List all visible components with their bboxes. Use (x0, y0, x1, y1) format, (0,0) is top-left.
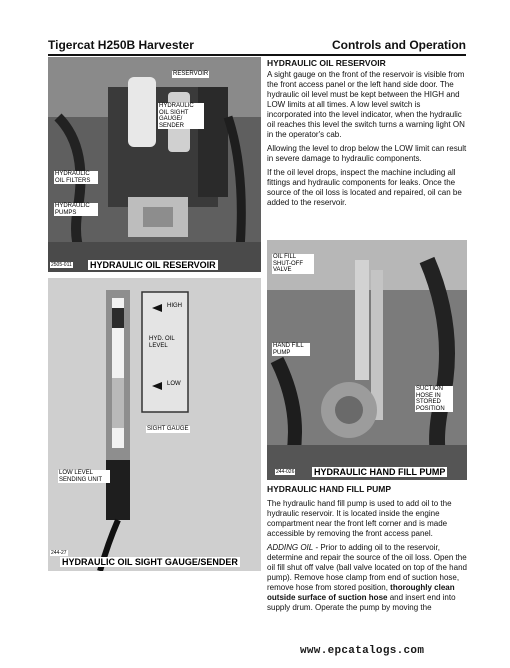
figure-code-2: 244-27 (51, 550, 67, 556)
reservoir-photo-art (48, 57, 261, 272)
adding-oil-warning: thoroughly clean outside surface of suction hose (267, 583, 455, 602)
pump-paragraph-2 (267, 543, 467, 613)
adding-oil-label: ADDING OIL (267, 543, 314, 552)
sight-gauge-photo-art (48, 278, 261, 571)
reservoir-paragraph-2: Allowing the level to drop below the LOW limit can result in severe damage to hydraulic components. (267, 144, 467, 163)
reservoir-paragraph-1: A sight gauge on the front of the reservoir is visible from the front access panel or the left hand side door. The hydraulic oil level must be kept between the HIGH and LOW limits at all times. A low level switch is incorporated into the level indicator, when the hydraulic oil reaches this level the switch turns a warning light ON in the operator's cab. (267, 70, 465, 139)
decal-high: HIGH (167, 303, 182, 309)
reservoir-photo (48, 57, 261, 272)
label-suction-hose: SUCTION HOSE IN STORED POSITION (415, 386, 453, 412)
figure-code-3: 244-026 (276, 469, 295, 475)
sight-gauge-photo (48, 278, 261, 571)
page-header (48, 38, 466, 54)
decal-level: HYD. OIL LEVEL (149, 336, 175, 349)
section-heading-hand-pump: HYDRAULIC HAND FILL PUMP (267, 484, 392, 494)
figure-caption-1: HYDRAULIC OIL RESERVOIR (90, 260, 216, 270)
hand-pump-photo (267, 240, 467, 480)
reservoir-paragraph-3: If the oil level drops, inspect the machine including all fittings and hydraulic components for leaks. Once the source of the oil loss is located and repaired, oil can be added to the reservoir. (267, 168, 462, 207)
header-rule (48, 54, 466, 56)
hand-pump-text (267, 499, 467, 617)
label-shutoff-valve: OIL FILL SHUT-OFF VALVE (272, 254, 314, 274)
section-heading-reservoir: HYDRAULIC OIL RESERVOIR (267, 58, 386, 68)
figure-caption-2: HYDRAULIC OIL SIGHT GAUGE/SENDER (62, 557, 238, 567)
figure-code-1: 2505-011 (51, 262, 72, 268)
label-reservoir: RESERVOIR (173, 71, 209, 77)
label-oil-filters: HYDRAULIC OIL FILTERS (54, 171, 98, 184)
adding-oil-text-b: and insert end into supply drum. Operate the pump by moving the (267, 593, 456, 612)
adding-oil-text-a: - Prior to adding oil to the reservoir, determine and repair the source of the oil loss. Open the oil fill shut off valve (ball valve located on top of the hand pump). Remove hose clamp from end of suction hose, remove hose from stored position, (267, 543, 467, 592)
pump-paragraph-1: The hydraulic hand fill pump is used to add oil to the hydraulic reservoir. It is located inside the engine compartment near the front left corner and is made accessible by removing the front access panel. (267, 499, 452, 538)
label-sight-gauge: SIGHT GAUGE (147, 426, 189, 432)
decal-low: LOW (167, 381, 181, 387)
label-low-level-sender: LOW LEVEL SENDING UNIT (58, 470, 110, 483)
section-title: Controls and Operation (331, 38, 466, 52)
footer-url[interactable]: www.epcatalogs.com (300, 645, 425, 657)
figure-caption-3: HYDRAULIC HAND FILL PUMP (314, 467, 446, 477)
reservoir-text (267, 70, 467, 212)
manual-title: Tigercat H250B Harvester (48, 38, 194, 52)
label-hand-fill-pump: HAND FILL PUMP (272, 343, 310, 356)
label-sight-gauge-sender: HYDRAULIC OIL SIGHT GAUGE/ SENDER (158, 103, 204, 129)
hand-pump-photo-art (267, 240, 467, 480)
label-hydraulic-pumps: HYDRAULIC PUMPS (54, 203, 98, 216)
